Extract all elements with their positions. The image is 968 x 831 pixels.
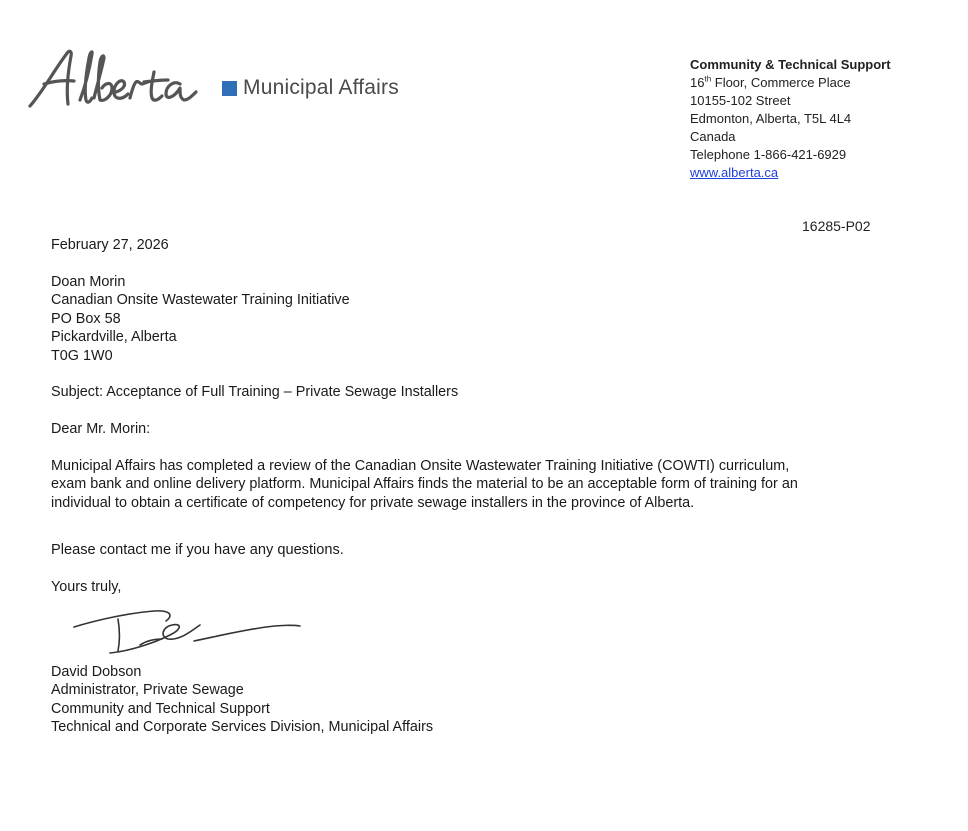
return-address-block xyxy=(690,56,891,182)
signatory-division: Technical and Corporate Services Division, Municipal Affairs xyxy=(51,719,434,736)
recipient-postal-code: T0G 1W0 xyxy=(51,347,113,364)
address-telephone: Telephone 1-866-421-6929 xyxy=(690,147,847,162)
address-floor-suffix: th xyxy=(704,74,712,84)
logo-accent-square xyxy=(222,81,237,96)
address-floor-rest: Floor, Commerce Place xyxy=(711,75,851,90)
signatory-title: Administrator, Private Sewage xyxy=(51,682,244,699)
alberta-wordmark-logo xyxy=(24,40,224,120)
body-paragraph xyxy=(51,457,901,512)
recipient-organization: Canadian Onsite Wastewater Training Initiative xyxy=(51,292,350,309)
recipient-city: Pickardville, Alberta xyxy=(51,329,177,346)
closing: Yours truly, xyxy=(51,579,122,595)
salutation: Dear Mr. Morin: xyxy=(51,421,151,437)
body-line-1: Municipal Affairs has completed a review of the Canadian Onsite Wastewater Training Initiative (COWTI) curriculum, xyxy=(51,458,790,474)
recipient-name: Doan Morin xyxy=(51,274,126,290)
address-floor-number: 16 xyxy=(690,75,705,90)
department-name: Municipal Affairs xyxy=(243,76,399,99)
body-line-2: exam bank and online delivery platform. Municipal Affairs finds the material to be an acceptable form of training for an xyxy=(51,476,798,493)
signature-block xyxy=(51,663,433,737)
alberta-logo xyxy=(24,40,444,120)
recipient-po-box: PO Box 58 xyxy=(51,310,121,327)
letter-date: February 27, 2026 xyxy=(51,237,169,253)
recipient-address xyxy=(51,273,350,365)
signatory-name: David Dobson xyxy=(51,664,142,680)
address-title: Community & Technical Support xyxy=(690,57,891,72)
subject-line: Subject: Acceptance of Full Training – Private Sewage Installers xyxy=(51,384,459,400)
address-city: Edmonton, Alberta, T5L 4L4 xyxy=(690,111,852,126)
handwritten-signature xyxy=(70,605,310,665)
address-street: 10155-102 Street xyxy=(690,93,791,108)
contact-line: Please contact me if you have any questions. xyxy=(51,542,344,558)
reference-number: 16285-P02 xyxy=(802,218,871,234)
address-country: Canada xyxy=(690,129,736,144)
website-link[interactable]: www.alberta.ca xyxy=(690,165,779,180)
body-line-3: individual to obtain a certificate of competency for private sewage installers in the province of Alberta. xyxy=(51,494,695,511)
address-floor xyxy=(690,74,891,92)
signatory-unit: Community and Technical Support xyxy=(51,700,270,717)
